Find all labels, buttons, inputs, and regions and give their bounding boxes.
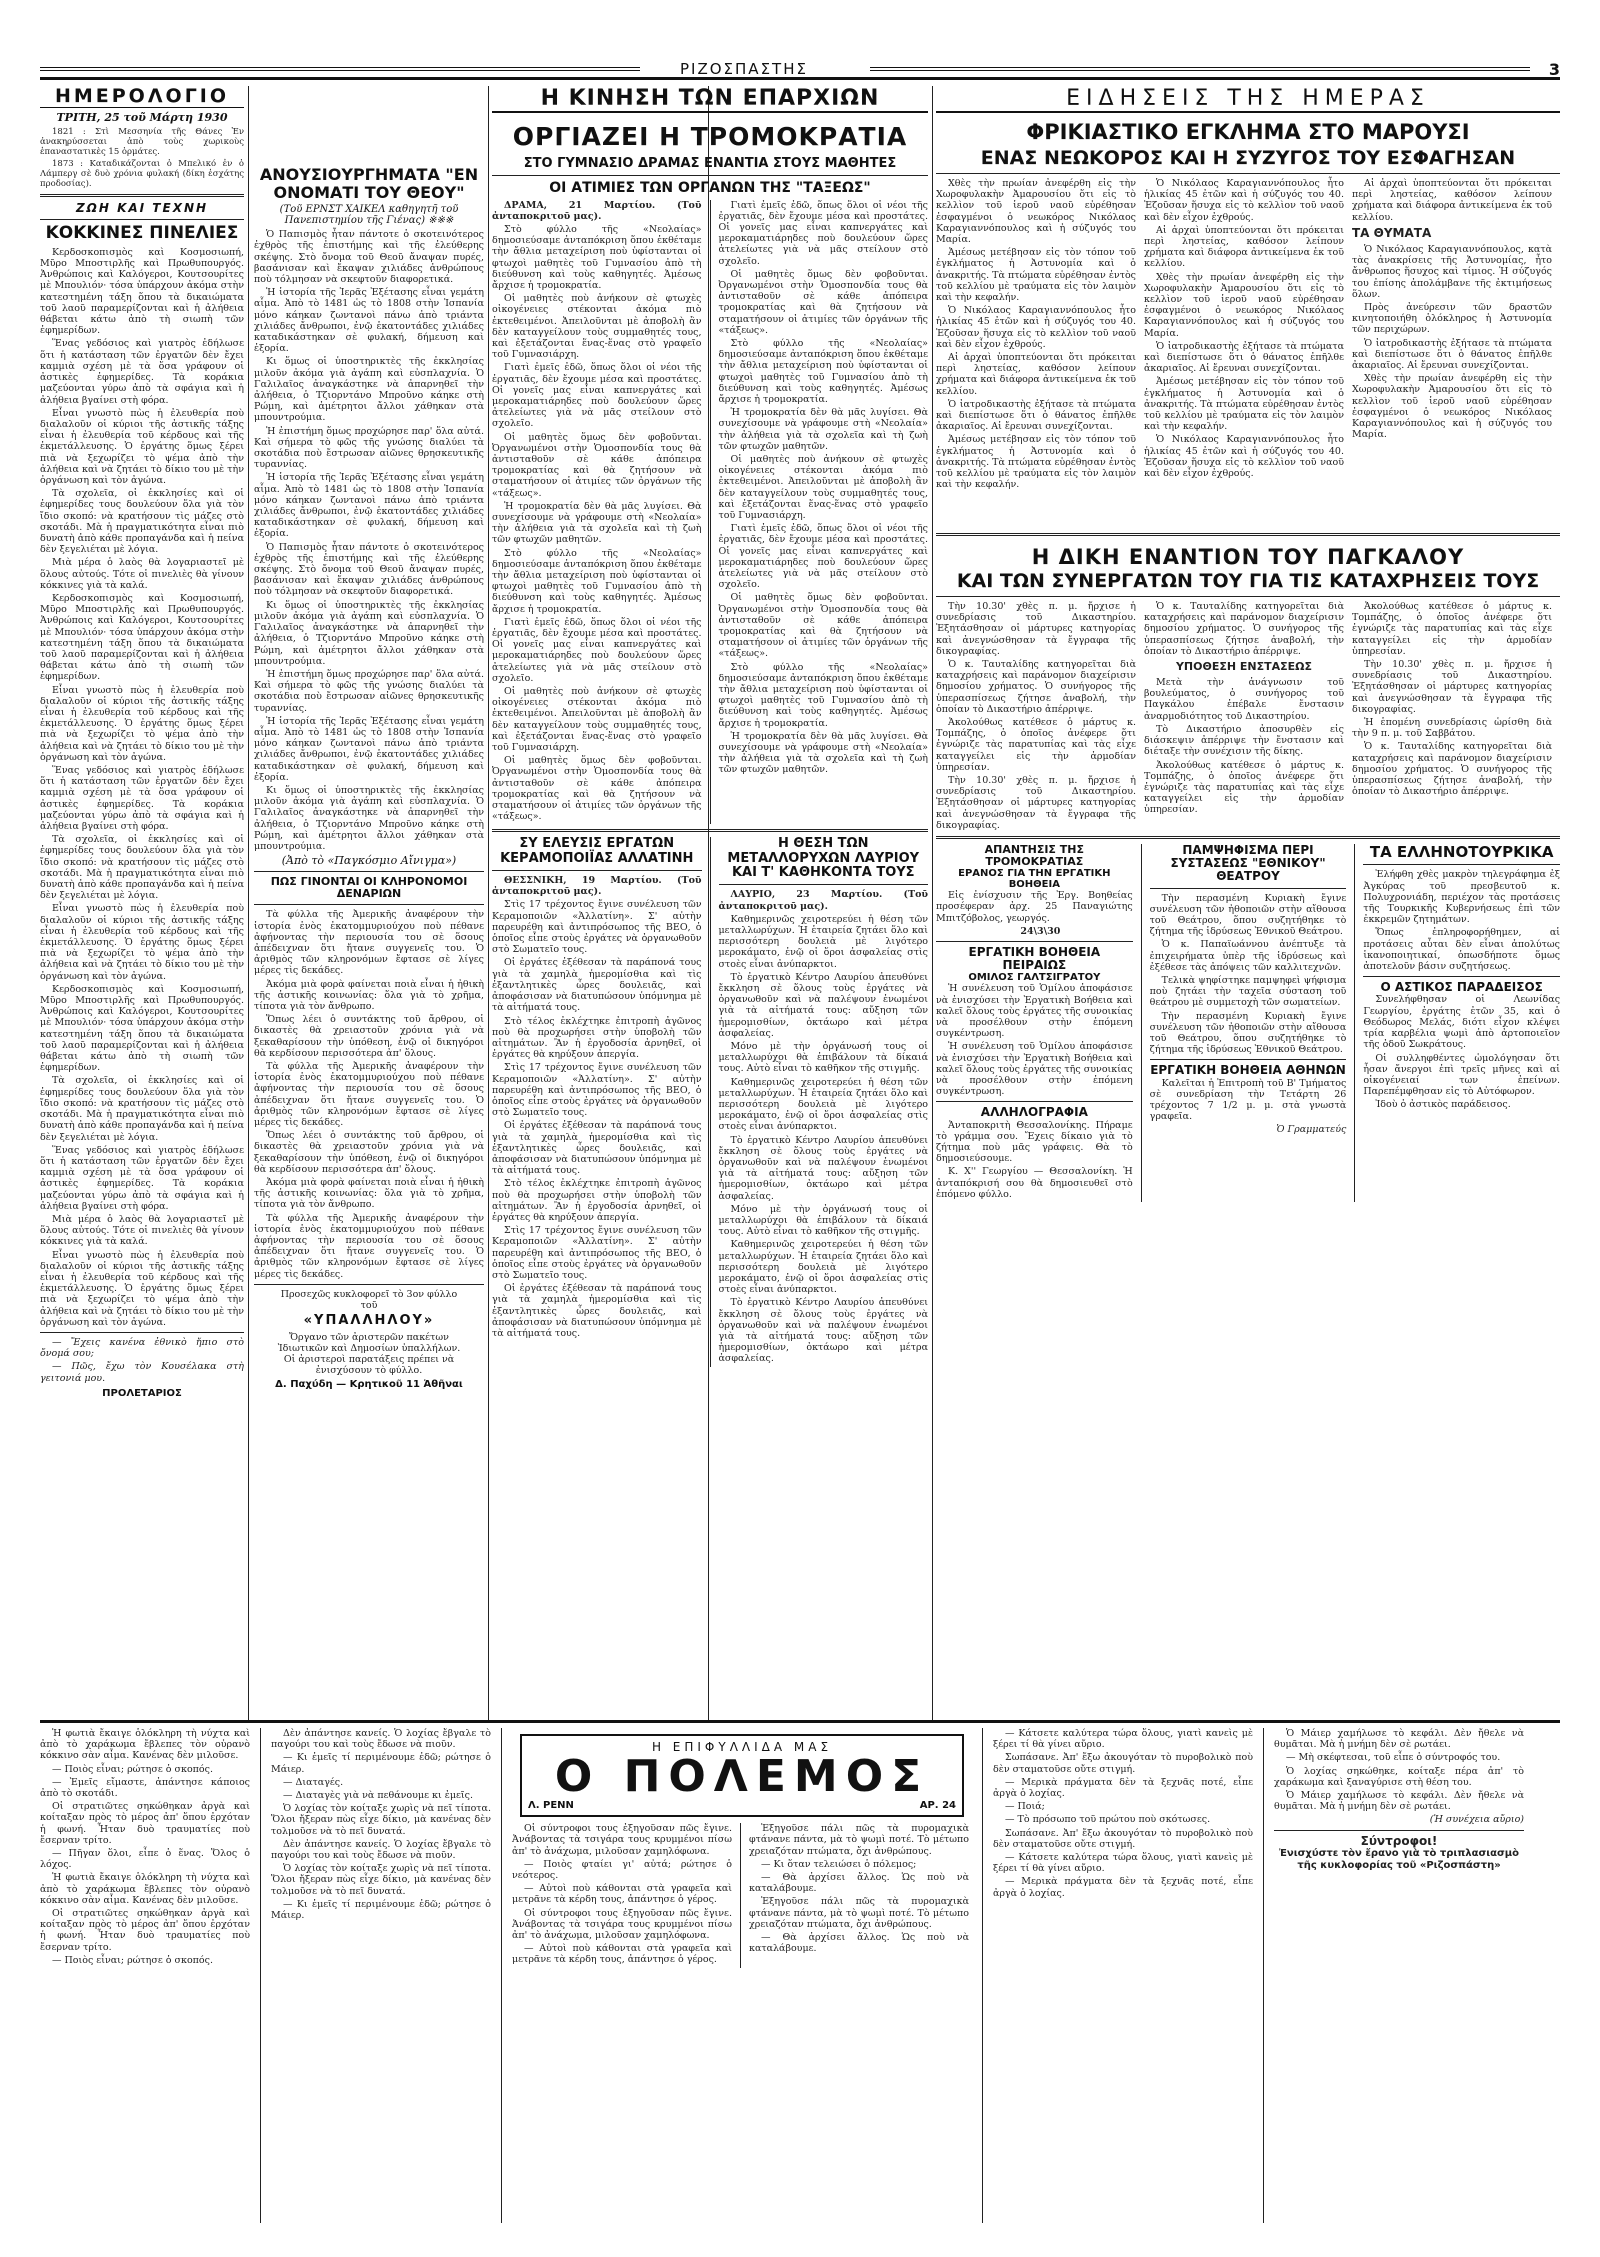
paragraph: Τὴν 10.30' χθὲς π. μ. ἤρχισε ἡ συνεδρίασις τοῦ Δικαστηρίου. Ἐξητάσθησαν οἱ μάρτυρες κατηγορίας καὶ ἀνεγνώσθησαν τὰ ἔγγραφα τῆς δικογραφίας. bbox=[936, 600, 1136, 657]
article-body bbox=[492, 875, 702, 1339]
article-body bbox=[254, 909, 484, 1280]
paragraph: Εἶναι γνωστὸ πὼς ἡ ἐλευθερία ποὺ διαλαλοῦν οἱ κύριοι τῆς ἀστικῆς τάξης εἶναι ἡ ἐλευθερία τοῦ κέρδους καὶ τῆς ἐκμετάλλευσης. Ὁ ἐργάτης ὅμως ξέρει πιὰ νὰ ξεχωρίζει τὸ ψέμα ἀπὸ τὴν ἀλήθεια καὶ νὰ ζητάει τὸ δίκιο του μὲ τὴν ὀργάνωση καὶ τὸν ἀγώνα. bbox=[40, 1249, 244, 1328]
paragraph: — Διαταγὲς γιὰ νὰ πεθάνουμε κι ἐμεῖς. bbox=[283, 1790, 473, 1802]
masthead-rule bbox=[40, 67, 640, 71]
article-headline: ΦΡΙΚΙΑΣΤΙΚΟ ΕΓΚΛΗΜΑ ΣΤΟ ΜΑΡΟΥΣΙ bbox=[1026, 120, 1470, 144]
paragraph: — Κάτσετε καλύτερα τώρα ὅλους, γιατὶ κανεὶς μὲ ξέρει τί θὰ γίνει αὔριο. bbox=[993, 1852, 1253, 1875]
paragraph: Οἱ συλληφθέντες ὡμολόγησαν ὅτι ἦσαν ἄνεργοι ἐπὶ τρεῖς μῆνες καὶ αἱ οἰκογένειαί των ἐπείνων. Παρεπέμφθησαν εἰς τὸ Αὐτόφωρον. bbox=[1363, 1052, 1560, 1098]
paragraph: Οἱ μαθητὲς ὅμως δὲν φοβοῦνται. Ὀργανωμένοι στὴν Ὁμοσπονδία τους θὰ ἀντισταθοῦν σὲ κάθε ἀπόπειρα τρομοκρατίας καὶ θὰ ζητήσουν νὰ σταματήσουν οἱ ἀτιμίες τῶν ὀργάνων τῆς «τάξεως». bbox=[492, 755, 702, 823]
divider bbox=[492, 829, 928, 832]
paragraph: Στὶς 17 τρέχοντος ἔγινε συνέλευση τῶν Κεραμοποιῶν «Ἀλλατίνη». Σ' αὐτὴν παρευρέθη καὶ ἀντιπρόσωπος τῆς ΒΕΟ, ὁ ὁποῖος εἶπε στοὺς ἐργάτες νὰ ὀργανωθοῦν στὸ Σωματεῖο τους. bbox=[492, 1062, 702, 1119]
paragraph: Κι ὅμως οἱ ὑποστηρικτὲς τῆς ἐκκλησίας μιλοῦν ἀκόμα γιὰ ἀγάπη καὶ εὐσπλαχνία. Ὁ Γαλιλαῖος ἀναγκάστηκε νὰ ἀπαρνηθεῖ τὴν ἀλήθεια, ὁ Τζιορντάνο Μπροῦνο κάηκε στὴ Ρώμη, καὶ ἀμέτρητοι ἄλλοι χάθηκαν στὰ μπουντρούμια. bbox=[254, 599, 484, 667]
calendar-column bbox=[40, 86, 244, 1720]
article-headline: ΑΠΑΝΤΗΣΙΣ ΤΗΣ ΤΡΟΜΟΚΡΑΤΙΑΣ bbox=[984, 842, 1084, 869]
paragraph: Ἰδοὺ ὁ ἀστικὸς παράδεισος. bbox=[1375, 1099, 1511, 1111]
article-headline: ΚΟΚΚΙΝΕΣ ΠΙΝΕΛΙΕΣ bbox=[45, 223, 239, 244]
paragraph: Χθὲς τὴν πρωίαν ἀνεφέρθη εἰς τὴν Χωροφυλακὴν Ἀμαρουσίου ὅτι εἰς τὸ κελλὶον τοῦ ἱεροῦ ναοῦ εὑρέθησαν ἐσφαγμένοι ὁ νεωκόρος Νικόλαος Καραγιαννόπουλος καὶ ἡ σύζυγός του Μαρία. bbox=[1144, 271, 1344, 339]
paragraph: Τὸ Δικαστήριο ἀποσυρθὲν εἰς διάσκεψιν ἀπέρριψε τὴν ἔνστασιν καὶ διέταξε τὴν συνέχισιν τῆς δίκης. bbox=[1144, 723, 1344, 758]
paragraph: Τὰ φύλλα τῆς Ἀμερικῆς ἀναφέρουν τὴν ἱστορία ἑνὸς ἐκατομμυριούχου ποὺ πέθανε ἀφήνοντας τὴν περιουσία του σὲ ὅσους ἀπέδειχναν ὅτι ἤτανε συγγενεῖς του. Ὁ ἀριθμὸς τῶν κληρονόμων ἔφτασε σὲ λίγες μέρες τὶς δεκάδες. bbox=[254, 909, 484, 977]
article-headline: ΕΡΓΑΤΙΚΗ ΒΟΗΘΕΙΑ ΑΘΗΝΩΝ bbox=[1150, 1063, 1346, 1078]
paragraph: Οἱ μαθητὲς ποὺ ἀνήκουν σὲ φτωχὲς οἰκογένειες στέκονται ἀκόμα πιὸ ἐκτεθειμένοι. Ἀπειλοῦνται μὲ ἀποβολὴ ἂν δὲν καταγγείλουν τοὺς συμμαθητές τους, καὶ ἐξετάζονται ἕνας-ἕνας στὸ γραφεῖο τοῦ Γυμνασιάρχη. bbox=[492, 686, 702, 754]
feuilleton bbox=[40, 1728, 1560, 2223]
paragraph: Οἱ μαθητὲς ποὺ ἀνήκουν σὲ φτωχὲς οἰκογένειες στέκονται ἀκόμα πιὸ ἐκτεθειμένοι. Ἀπειλοῦνται μὲ ἀποβολὴ ἂν δὲν καταγγείλουν τοὺς συμμαθητές τους, καὶ ἐξετάζονται ἕνας-ἕνας στὸ γραφεῖο τοῦ Γυμνασιάρχη. bbox=[718, 453, 928, 521]
article-body bbox=[492, 200, 702, 825]
divider bbox=[936, 533, 1560, 536]
divider bbox=[254, 904, 484, 905]
paragraph: — Κι ὅταν τελειώσει ὁ πόλεμος; bbox=[761, 1858, 917, 1870]
article-body bbox=[1144, 601, 1344, 831]
paragraph: Μιὰ μέρα ὁ λαὸς θὰ λογαριαστεῖ μὲ ὅλους αὐτούς. Τότε οἱ πινελιὲς θὰ γίνουν κόκκινες γιὰ τὰ καλά. bbox=[40, 1213, 244, 1248]
paragraph: Τὴν 10.30' χθὲς π. μ. ἤρχισε ἡ συνεδρίασις τοῦ Δικαστηρίου. Ἐξητάσθησαν οἱ μάρτυρες κατηγορίας καὶ ἀνεγνώσθησαν τὰ ἔγγραφα τῆς δικογραφίας. bbox=[936, 775, 1136, 831]
paragraph: Οἱ στρατιῶτες σηκώθηκαν ἀργὰ καὶ κοίταξαν πρὸς τὸ μέρος ἀπ' ὅπου ἐρχόταν ἡ φωνή. Ἦταν δυὸ τραυματίες ποὺ ἔσερναν τρίτο. bbox=[40, 1908, 250, 1953]
article-headline: ΤΑ ΕΛΛΗΝΟΤΟΥΡΚΙΚΑ bbox=[1369, 842, 1554, 861]
paragraph: Ἀμέσως μετέβησαν εἰς τὸν τόπον τοῦ ἐγκλήματος ἡ Ἀστυνομία καὶ ὁ ἀνακριτής. Τὰ πτώματα εὑρέθησαν ἐντὸς τοῦ κελλίου μὲ τραύματα εἰς τὸν λαιμὸν καὶ τὴν κεφαλήν. bbox=[936, 434, 1136, 491]
paragraph: Ὁ Παπισμὸς ἦταν πάντοτε ὁ σκοτεινότερος ἐχθρὸς τῆς ἐπιστήμης καὶ τῆς ἐλεύθερης σκέψης. Στὸ ὄνομα τοῦ Θεοῦ ἄναψαν πυρές, βασάνισαν καὶ ἔκαψαν χιλιάδες ἀνθρώπους ποὺ τόλμησαν νὰ σκεφτοῦν διαφορετικά. bbox=[254, 229, 484, 285]
paragraph: Οἱ ἐργάτες ἐξέθεσαν τὰ παράπονά τους γιὰ τὰ χαμηλὰ ἡμερομίσθια καὶ τὶς ἐξαντλητικὲς ὧρες δουλειᾶς, καὶ ἀποφάσισαν νὰ διατυπώσουν ὑπόμνημα μὲ τὰ αἰτήματά τους. bbox=[492, 957, 702, 1014]
divider bbox=[936, 1101, 1133, 1102]
divider bbox=[936, 596, 1560, 597]
divider bbox=[254, 1284, 484, 1285]
article-headline: ΑΛΛΗΛΟΓΡΑΦΙΑ bbox=[980, 1105, 1088, 1120]
provinces-section bbox=[492, 86, 928, 1720]
paragraph: Ἡ τρομοκρατία δὲν θὰ μᾶς λυγίσει. Θὰ συνεχίσουμε νὰ γράφουμε στὴ «Νεολαία» τὴν ἀλήθεια γιὰ τὰ σχολεῖα καὶ τὴ ζωὴ τῶν φτωχῶν μαθητῶν. bbox=[718, 407, 928, 452]
article-body bbox=[1352, 178, 1552, 528]
paragraph: Τελικὰ ψηφίστηκε παμψηφεὶ ψήφισμα ποὺ ζητάει τὴν ταχεῖα σύσταση τοῦ θεάτρου μὲ συμμετοχὴ τῶν σωματείων. bbox=[1149, 974, 1347, 1009]
paragraph: Χθὲς τὴν πρωίαν ἀνεφέρθη εἰς τὴν Χωροφυλακὴν Ἀμαρουσίου ὅτι εἰς τὸ κελλὶον τοῦ ἱεροῦ ναοῦ εὑρέθησαν ἐσφαγμένοι ὁ νεωκόρος Νικόλαος Καραγιαννόπουλος καὶ ἡ σύζυγός του Μαρία. bbox=[936, 177, 1136, 245]
paragraph: — Αὐτοὶ ποὺ κάθονται στὰ γραφεῖα καὶ μετρᾶνε τὰ κέρδη τους, ἀπάντησε ὁ γέρος. bbox=[512, 1943, 732, 1966]
paragraph: Ἕνας γεδόσιος καὶ γιατρὸς ἐδήλωσε ὅτι ἡ κατάσταση τῶν ἐργατῶν δὲν ἔχει καμμιὰ σχέση μὲ τὰ ὅσα γράφουν οἱ ἀστικὲς ἐφημερίδες. Τὰ κοράκια μαζεύονται γύρω ἀπὸ τὰ σφάγια καὶ ἡ ἀλήθεια βγαίνει στὴ φόρα. bbox=[40, 1144, 244, 1212]
paragraph: — Ποιὸς φταίει γι' αὐτά; ρώτησε ὁ νεότερος. bbox=[512, 1858, 732, 1881]
feuilleton-column bbox=[749, 1823, 969, 1967]
paragraph: Αἱ ἀρχαὶ ὑποπτεύονται ὅτι πρόκειται περὶ ληστείας, καθόσον λείπουν χρήματα καὶ διάφορα ἀντικείμενα ἐκ τοῦ κελλίου. bbox=[936, 352, 1136, 397]
paragraph: Ἡ τρομοκρατία δὲν θὰ μᾶς λυγίσει. Θὰ συνεχίσουμε νὰ γράφουμε στὴ «Νεολαία» τὴν ἀλήθεια γιὰ τὰ σχολεῖα καὶ τὴ ζωὴ τῶν φτωχῶν μαθητῶν. bbox=[718, 730, 928, 776]
paragraph: — Θὰ ἀρχίσει ἄλλος. Ὡς ποὺ νὰ καταλάβουμε. bbox=[749, 1932, 969, 1955]
column-rule bbox=[501, 1728, 502, 2223]
continuation-note: (Ἡ συνέχεια αὔριο) bbox=[1429, 1814, 1524, 1826]
paragraph: Δὲν ἀπάντησε κανείς. Ὁ λοχίας ἔβγαλε τὸ παγούρι του καὶ τοὺς ἔδωσε νὰ πιοῦν. bbox=[271, 1838, 491, 1862]
paragraph: Χθὲς τὴν πρωίαν ἀνεφέρθη εἰς τὴν Χωροφυλακὴν Ἀμαρουσίου ὅτι εἰς τὸ κελλὶον τοῦ ἱεροῦ ναοῦ εὑρέθησαν ἐσφαγμένοι ὁ νεωκόρος Νικόλαος Καραγιαννόπουλος καὶ ἡ σύζυγός του Μαρία. bbox=[1352, 373, 1552, 441]
feuilleton-column bbox=[512, 1823, 732, 1967]
paragraph: Ἡ ἱστορία τῆς Ἱερᾶς Ἐξέτασης εἶναι γεμάτη αἷμα. Ἀπὸ τὸ 1481 ὡς τὸ 1808 στὴν Ἰσπανία μόνο κάηκαν ζωντανοὶ πάνω ἀπὸ τριάντα χιλιάδες ἄνθρωποι, ἐνῷ ἑκατοντάδες χιλιάδες καταδικάστηκαν σὲ φυλακή, δήμευση καὶ ἐξορία. bbox=[254, 715, 484, 783]
paragraph: Οἱ σύντροφοι τους ἐξηγοῦσαν πῶς ἔγινε. Ἀνάβοντας τὰ τσιγάρα τους κρυμμένοι πίσω ἀπ' τὸ ἀνάχωμα, μιλοῦσαν χαμηλόφωνα. bbox=[512, 1907, 732, 1942]
article-source: (Ἀπὸ τὸ «Παγκόσμιο Αἴνιγμα») bbox=[281, 854, 457, 868]
article-subhead: ΕΡΑΝΟΣ ΓΙΑ ΤΗΝ ΕΡΓΑΤΙΚΗ ΒΟΗΘΕΙΑ bbox=[958, 868, 1111, 891]
divider bbox=[936, 173, 1560, 174]
column-rule bbox=[488, 86, 489, 1720]
article-subhead: ΥΠΟΘΕΣΗ ΕΝΣΤΑΣΕΩΣ bbox=[1175, 659, 1313, 673]
article-columns bbox=[492, 200, 928, 825]
newspaper-page bbox=[40, 60, 1560, 2230]
paragraph: Καθημερινῶς χειροτερεύει ἡ θέση τῶν μεταλλωρύχων. Ἡ ἑταιρεία ζητάει ὅλο καὶ περισσότερη δουλειὰ μὲ λιγότερο μεροκάματο, ἐνῷ οἱ ὅροι ἀσφαλείας στὶς στοὲς εἶναι ἀνύπαρκτοι. bbox=[718, 913, 928, 970]
paragraph: — Ποιὸς εἶναι; ρώτησε ὁ σκοπός. bbox=[52, 1763, 213, 1775]
calendar-date: ΤΡΙΤΗ, 25 τοῦ Μάρτη 1930 bbox=[56, 110, 228, 124]
paragraph: — Ποιά; bbox=[1005, 1801, 1045, 1813]
paragraph: Ὁ Παπισμὸς ἦταν πάντοτε ὁ σκοτεινότερος ἐχθρὸς τῆς ἐπιστήμης καὶ τῆς ἐλεύθερης σκέψης. Στὸ ὄνομα τοῦ Θεοῦ ἄναψαν πυρές, βασάνισαν καὶ ἔκαψαν χιλιάδες ἀνθρώπους ποὺ τόλμησαν νὰ σκεφτοῦν διαφορετικά. bbox=[254, 541, 484, 598]
paragraph: Ἡ συνέλευση τοῦ Ὁμίλου ἀποφάσισε νὰ ἐνισχύσει τὴν Ἐργατικὴ Βοήθεια καὶ καλεῖ ὅλους τοὺς ἐργάτες τῆς συνοικίας νὰ προσέλθουν στὴν ἐπόμενη συγκέντρωση. bbox=[936, 983, 1133, 1040]
column-rule bbox=[710, 837, 711, 1366]
article-subhead: ΤΑ ΘΥΜΑΤΑ bbox=[1352, 225, 1432, 240]
paragraph: Ἡ ἐπιστήμη ὅμως προχώρησε παρ' ὅλα αὐτά. Καὶ σήμερα τὸ φῶς τῆς γνώσης διαλύει τὰ σκοτάδια ποὺ ἔστρωσαν αἰῶνες θρησκευτικῆς τυραννίας. bbox=[254, 425, 484, 471]
dateline: ΘΕΣΣΝΙΚΗ, 19 Μαρτίου. (Τοῦ ἀνταποκριτοῦ μας). bbox=[492, 875, 702, 898]
article-body bbox=[936, 890, 1133, 937]
paragraph: Ἕνας γεδόσιος καὶ γιατρὸς ἐδήλωσε ὅτι ἡ κατάσταση τῶν ἐργατῶν δὲν ἔχει καμμιὰ σχέση μὲ τὰ ὅσα γράφουν οἱ ἀστικὲς ἐφημερίδες. Τὰ κοράκια μαζεύονται γύρω ἀπὸ τὰ σφάγια καὶ ἡ ἀλήθεια βγαίνει στὴ φόρα. bbox=[40, 338, 244, 406]
article-byline: (Τοῦ ΕΡΝΣΤ ΧΑΙΚΕΛ καθηγητῆ τοῦ Πανεπιστημίου τῆς Γιένας) ※※※ bbox=[279, 204, 459, 227]
paragraph: Μετὰ τὴν ἀνάγνωσιν τοῦ βουλεύματος, ὁ συνήγορος τοῦ Παγκάλου ἐπέβαλε ἔνστασιν ἀναρμοδιότητος τοῦ Δικαστηρίου. bbox=[1144, 677, 1344, 722]
column-rule bbox=[260, 1728, 261, 2223]
paragraph: Οἱ μαθητὲς ὅμως δὲν φοβοῦνται. Ὀργανωμένοι στὴν Ὁμοσπονδία τους θὰ ἀντισταθοῦν σὲ κάθε ἀπόπειρα τρομοκρατίας καὶ θὰ ζητήσουν νὰ σταματήσουν οἱ ἀτιμίες τῶν ὀργάνων τῆς «τάξεως». bbox=[718, 592, 928, 660]
paragraph: Ἀκολούθως κατέθεσε ὁ μάρτυς κ. Τομπάζης, ὁ ὁποῖος ἀνέφερε ὅτι ἐγνώριζε τὰς παρατυπίας καὶ τὰς εἶχε καταγγείλει εἰς τὴν ἁρμοδίαν ὑπηρεσίαν. bbox=[936, 717, 1136, 773]
divider bbox=[719, 884, 929, 885]
paragraph: Ὅπως ἐπληροφορήθημεν, αἱ προτάσεις αὗται δὲν εἶναι ἀπολύτως ἱκανοποιητικαί, ὁπωσδήποτε ὅμως ἀποτελοῦν βάσιν συζητήσεως. bbox=[1363, 927, 1560, 973]
paragraph: Ἀκόμα μιὰ φορὰ φαίνεται ποιὰ εἶναι ἡ ἠθικὴ τῆς ἀστικῆς κοινωνίας: ὅλα γιὰ τὸ χρῆμα, τίποτα γιὰ τὸν ἄνθρωπο. bbox=[254, 978, 484, 1012]
paragraph: — Κι ἐμεῖς τί περιμένουμε ἐδῶ; ρώτησε ὁ Μάιερ. bbox=[271, 1752, 491, 1775]
divider bbox=[1363, 864, 1560, 865]
paragraph: Τὰ σχολεῖα, οἱ ἐκκλησίες καὶ οἱ ἐφημερίδες τους δουλεύουν ὅλα γιὰ τὸν ἴδιο σκοπό: νὰ κρατήσουν τὶς μάζες στὸ σκοτάδι. Μὰ ἡ πραγματικότητα εἶναι πιὸ δυνατὴ ἀπὸ κάθε προπαγάνδα καὶ ἡ πείνα δὲν ξεγελιέται μὲ λόγια. bbox=[40, 1075, 244, 1143]
paragraph: Οἱ σύντροφοι τους ἐξηγοῦσαν πῶς ἔγινε. Ἀνάβοντας τὰ τσιγάρα τους κρυμμένοι πίσω ἀπ' τὸ ἀνάχωμα, μιλοῦσαν χαμηλόφωνα. bbox=[512, 1823, 732, 1857]
joke bbox=[40, 1337, 244, 1384]
paragraph: Κερδοσκοπισμὸς καὶ Κοσμοσιωπή, Μῦρο Μποστιρλῆς καὶ Πρωθυπουργός. Ἀνθρώποις καὶ Καλόγεροι, Κουτσουρίτες μὲ Μπουλιόν· τόσα ὑπάρχουν ἀκόμα στὴν κατεστημένη τάξη ὅπου τὰ δικαιώματα τοῦ λαοῦ παραμερίζονται καὶ ἡ ἀλήθεια θάβεται κάτω ἀπὸ τὴ σιωπὴ τῶν ἐφημερίδων. bbox=[40, 983, 244, 1074]
column-rule bbox=[1141, 844, 1142, 1202]
dateline: ΔΡΑΜΑ, 21 Μαρτίου. (Τοῦ ἀνταποκριτοῦ μας). bbox=[492, 199, 702, 222]
paragraph: Τὴν περασμένη Κυριακὴ ἔγινε συνέλευση τῶν ἠθοποιῶν στὴν αἴθουσα τοῦ Θεάτρου, ὅπου συζητήθηκε τὸ ζήτημα τῆς ἱδρύσεως Ἐθνικοῦ Θεάτρου. bbox=[1149, 1010, 1347, 1056]
article-body bbox=[1150, 1078, 1347, 1136]
divider bbox=[1274, 1830, 1524, 1831]
article-headline: Η ΔΙΚΗ ΕΝΑΝΤΙΟΝ ΤΟΥ ΠΑΓΚΑΛΟΥ bbox=[1031, 544, 1465, 569]
article-body bbox=[936, 1120, 1133, 1200]
paragraph: — Ἐμεῖς εἴμαστε, ἀπάντησε κάποιος ἀπὸ τὸ σκοτάδι. bbox=[40, 1776, 250, 1800]
article-headline: ΑΝΟΥΣΙΟΥΡΓΗΜΑΤΑ "ΕΝ ΟΝΟΜΑΤΙ ΤΟΥ ΘΕΟΥ" bbox=[259, 165, 479, 202]
paragraph: Τὰ φύλλα τῆς Ἀμερικῆς ἀναφέρουν τὴν ἱστορία ἑνὸς ἐκατομμυριούχου ποὺ πέθανε ἀφήνοντας τὴν περιουσία του σὲ ὅσους ἀπέδειχναν ὅτι ἤτανε συγγενεῖς του. Ὁ ἀριθμὸς τῶν κληρονόμων ἔφτασε σὲ λίγες μέρες τὶς δεκάδες. bbox=[254, 1060, 484, 1128]
divider bbox=[936, 836, 1560, 839]
paragraph: Ἀκόμα μιὰ φορὰ φαίνεται ποιὰ εἶναι ἡ ἠθικὴ τῆς ἀστικῆς κοινωνίας: ὅλα γιὰ τὸ χρῆμα, τίποτα γιὰ τὸν ἄνθρωπο. bbox=[254, 1177, 484, 1211]
paragraph: Ὁ ἰατροδικαστὴς ἐξήτασε τὰ πτώματα καὶ διεπίστωσε ὅτι ὁ θάνατος ἐπῆλθε ἀκαριαῖος. Αἱ ἔρευναι συνεχίζονται. bbox=[1144, 340, 1344, 375]
article-headline: ΟΡΓΙΑΖΕΙ Η ΤΡΟΜΟΚΡΑΤΙΑ bbox=[512, 122, 908, 151]
paragraph: Ἀμέσως μετέβησαν εἰς τὸν τόπον τοῦ ἐγκλήματος ἡ Ἀστυνομία καὶ ὁ ἀνακριτής. Τὰ πτώματα εὑρέθησαν ἐντὸς τοῦ κελλίου μὲ τραύματα εἰς τὸν λαιμὸν καὶ τὴν κεφαλήν. bbox=[1144, 376, 1344, 433]
feuilleton-column bbox=[993, 1728, 1253, 2223]
article-headline: ΣΥ ΕΛΕΥΣΙΣ ΕΡΓΑΤΩΝ ΚΕΡΑΜΟΠΟΙΪΑΣ ΑΛΛΑΤΙΝΗ bbox=[500, 836, 694, 866]
greekturkish-article bbox=[1363, 844, 1560, 1202]
feuilleton-center bbox=[512, 1728, 972, 2223]
article-body bbox=[936, 178, 1136, 528]
notice-address: Δ. Παχύδη — Κρητικοῦ 11 Ἀθῆναι bbox=[275, 1379, 463, 1391]
paragraph: Αἱ ἀρχαὶ ὑποπτεύονται ὅτι πρόκειται περὶ ληστείας, καθόσον λείπουν χρήματα καὶ διάφορα ἀντικείμενα ἐκ τοῦ κελλίου. bbox=[1144, 224, 1344, 270]
paragraph: Στὸ τέλος ἐκλέχτηκε ἐπιτροπὴ ἀγῶνος ποὺ θὰ προχωρήσει στὴν ὑποβολὴ τῶν αἰτημάτων. Ἂν ἡ ἐργοδοσία ἀρνηθεῖ, οἱ ἐργάτες θὰ κηρύξουν ἀπεργία. bbox=[492, 1178, 702, 1223]
paragraph: Ὁ κ. Ταυταλίδης κατηγορεῖται διὰ καταχρήσεις καὶ παράνομον διαχείρισιν δημοσίου χρήματος. Ὁ συνήγορος τῆς ὑπερασπίσεως ζήτησε ἀναβολή, τὴν ὁποίαν τὸ Δικαστήριο ἀπέρριψε. bbox=[1352, 741, 1552, 798]
paragraph: Ὅπως λέει ὁ συντάκτης τοῦ ἄρθρου, οἱ δικαστὲς θὰ χρειαστοῦν χρόνια γιὰ νὰ ξεκαθαρίσουν τὴν ὑπόθεση, ἐνῷ οἱ δικηγόροι θὰ κερδίσουν περισσότερα ἀπ' ὅλους. bbox=[254, 1130, 484, 1175]
entry-number: 24\3\30 bbox=[1020, 925, 1061, 937]
paragraph: Μόνο μὲ τὴν ὀργάνωσή τους οἱ μεταλλωρύχοι θὰ ἐπιβάλουν τὰ δίκαιά τους. Αὐτὸ εἶναι τὸ καθῆκον τῆς στιγμῆς. bbox=[718, 1041, 928, 1075]
divider bbox=[492, 870, 702, 871]
feuilleton-column bbox=[40, 1728, 250, 2223]
notice-body: Ὄργανο τῶν ἀριστερῶν πακέτων Ἰδιωτικῶν καὶ Δημοσίων ὑπαλλήλων. Οἱ ἀριστεροὶ παρατάξεις πρέπει νὰ ἐνισχύσουν τὸ φύλλο. bbox=[277, 1331, 461, 1377]
miners-article bbox=[719, 837, 929, 1366]
paragraph: Οἱ στρατιῶτες σηκώθηκαν ἀργὰ καὶ κοίταξαν πρὸς τὸ μέρος ἀπ' ὅπου ἐρχόταν ἡ φωνή. Ἦταν δυὸ τραυματίες ποὺ ἔσερναν τρίτο. bbox=[40, 1801, 250, 1846]
masthead-rule bbox=[870, 67, 1530, 71]
article-body bbox=[936, 601, 1136, 831]
feuilleton-number: ΑΡ. 24 bbox=[919, 1800, 956, 1812]
ceramics-article bbox=[492, 837, 702, 1366]
feuilleton-author: Λ. ΡΕΝΝ bbox=[528, 1800, 574, 1812]
paragraph: Ἡ φωτιὰ ἔκαιγε ὁλόκληρη τὴ νύχτα καὶ ἀπὸ τὸ χαράκωμα ἔβλεπες τὸν οὐρανὸ κόκκινο σὰν αἷμα. Κανένας δὲν μιλοῦσε. bbox=[40, 1872, 250, 1906]
calendar-entries bbox=[40, 127, 244, 189]
paragraph: Πρὸς ἀνεύρεσιν τῶν δραστῶν κινητοποιήθη ὁλόκληρος ἡ Ἀστυνομία τῶν περιχώρων. bbox=[1352, 302, 1552, 336]
news-section bbox=[936, 86, 1560, 1720]
paragraph: Στὶς 17 τρέχοντος ἔγινε συνέλευση τῶν Κεραμοποιῶν «Ἀλλατίνη». Σ' αὐτὴν παρευρέθη καὶ ἀντιπρόσωπος τῆς ΒΕΟ, ὁ ὁποῖος εἶπε στοὺς ἐργάτες νὰ ὀργανωθοῦν στὸ Σωματεῖο τους. bbox=[492, 1225, 702, 1281]
article-subhead: ΟΜΙΛΟΣ ΓΑΛΤΣΙΓΡΑΤΟΥ bbox=[968, 972, 1101, 984]
article-subhead: ΣΤΟ ΓΥΜΝΑΣΙΟ ΔΡΑΜΑΣ ΕΝΑΝΤΙΑ ΣΤΟΥΣ ΜΑΘΗΤΕΣ bbox=[523, 155, 897, 171]
paragraph: Τὸ ἐργατικὸ Κέντρο Λαυρίου ἀπευθύνει ἔκκληση σὲ ὅλους τοὺς ἐργάτες νὰ ὀργανωθοῦν καὶ νὰ παλέψουν ἑνωμένοι γιὰ τὰ αἰτήματά τους: αὔξηση τῶν ἡμερομισθίων, ὀκτάωρο καὶ μέτρα ἀσφαλείας. bbox=[718, 971, 928, 1039]
article-body bbox=[1352, 601, 1552, 831]
column-rule bbox=[710, 200, 711, 825]
paragraph: Τὴν 10.30' χθὲς π. μ. ἤρχισε ἡ συνεδρίασις τοῦ Δικαστηρίου. Ἐξητάσθησαν οἱ μάρτυρες κατηγορίας καὶ ἀνεγνώσθησαν τὰ ἔγγραφα τῆς δικογραφίας. bbox=[1352, 658, 1552, 715]
calendar-entry: 1821 : Στὶ Μεσσηνία τῆς Θάνες Ἐν ἀνακηρύσσεται ἀπὸ τοὺς χωρικοὺς ἐπαναστατικὲς 15 ὁρμάτες. bbox=[40, 126, 244, 157]
article-headline: Ο ΑΣΤΙΚΟΣ ΠΑΡΑΔΕΙΣΟΣ bbox=[1380, 980, 1543, 995]
article-body bbox=[719, 200, 929, 825]
column-rule bbox=[740, 1823, 741, 1967]
divider bbox=[936, 941, 1133, 942]
paragraph: Ὁ Μάιερ χαμήλωσε τὸ κεφάλι. Δὲν ἤθελε νὰ θυμᾶται. Μὰ ἡ μνήμη δὲν σὲ ρωτάει. bbox=[1274, 1790, 1524, 1813]
newspaper-name: ΡΙΖΟΣΠΑΣΤΗΣ bbox=[680, 60, 808, 78]
paragraph: Τὰ φύλλα τῆς Ἀμερικῆς ἀναφέρουν τὴν ἱστορία ἑνὸς ἐκατομμυριούχου ποὺ πέθανε ἀφήνοντας τὴν περιουσία του σὲ ὅσους ἀπέδειχναν ὅτι ἤτανε συγγενεῖς του. Ὁ ἀριθμὸς τῶν κληρονόμων ἔφτασε σὲ λίγες μέρες τὶς δεκάδες. bbox=[254, 1212, 484, 1280]
column-rule bbox=[1263, 1728, 1264, 2223]
signature: ΠΡΟΛΕΤΑΡΙΟΣ bbox=[102, 1387, 182, 1399]
paragraph: Γιατὶ ἐμεῖς ἐδῶ, ὅπως ὅλοι οἱ νέοι τῆς ἐργατιᾶς, δὲν ἔχουμε μέσα καὶ προστάτες. Οἱ γονεῖς μας εἶναι καπνεργάτες καὶ μεροκαματιάρηδες ποὺ δουλεύουν ὥρες ἀτελείωτες γιὰ νὰ μᾶς στείλουν στὸ σχολεῖο. bbox=[492, 362, 702, 430]
paragraph: Τὴν περασμένη Κυριακὴ ἔγινε συνέλευση τῶν ἠθοποιῶν στὴν αἴθουσα τοῦ Θεάτρου, ὅπου συζητήθηκε τὸ ζήτημα τῆς ἱδρύσεως Ἐθνικοῦ Θεάτρου. bbox=[1149, 892, 1347, 938]
paragraph: Μόνο μὲ τὴν ὀργάνωσή τους οἱ μεταλλωρύχοι θὰ ἐπιβάλουν τὰ δίκαιά τους. Αὐτὸ εἶναι τὸ καθῆκον τῆς στιγμῆς. bbox=[718, 1203, 928, 1238]
feuilleton-column bbox=[271, 1728, 491, 2223]
divider bbox=[1363, 976, 1560, 977]
paragraph: Ἕνας γεδόσιος καὶ γιατρὸς ἐδήλωσε ὅτι ἡ κατάσταση τῶν ἐργατῶν δὲν ἔχει καμμιὰ σχέση μὲ τὰ ὅσα γράφουν οἱ ἀστικὲς ἐφημερίδες. Τὰ κοράκια μαζεύονται γύρω ἀπὸ τὰ σφάγια καὶ ἡ ἀλήθεια βγαίνει στὴ φόρα. bbox=[40, 765, 244, 833]
feuilleton-title: Ο ΠΟΛΕΜΟΣ bbox=[554, 1751, 930, 1802]
paragraph: — Κι ἐμεῖς τί περιμένουμε ἐδῶ; ρώτησε ὁ Μάιερ. bbox=[271, 1898, 491, 1922]
signature: Ὁ Γραμματεύς bbox=[1276, 1124, 1347, 1136]
paragraph: Ἀκολούθως κατέθεσε ὁ μάρτυς κ. Τομπάζης, ὁ ὁποῖος ἀνέφερε ὅτι ἐγνώριζε τὰς παρατυπίας καὶ τὰς εἶχε καταγγείλει εἰς τὴν ἁρμοδίαν ὑπηρεσίαν. bbox=[1144, 759, 1344, 816]
dateline: ΛΑΥΡΙΟ, 23 Μαρτίου. (Τοῦ ἀνταποκριτοῦ μας). bbox=[718, 889, 928, 912]
paragraph: Στὸ φύλλο τῆς «Νεολαίας» δημοσιεύσαμε ἀνταπόκριση ὅπου ἐκθέταμε τὴν ἄθλια μεταχείριση ποὺ ὑφίστανται οἱ φτωχοὶ μαθητὲς τοῦ Γυμνασίου ἀπὸ τὴ διεύθυνση καὶ τοὺς καθηγητές. Ἀμέσως ἄρχισε ἡ τρομοκρατία. bbox=[718, 337, 928, 405]
paragraph: Γιατὶ ἐμεῖς ἐδῶ, ὅπως ὅλοι οἱ νέοι τῆς ἐργατιᾶς, δὲν ἔχουμε μέσα καὶ προστάτες. Οἱ γονεῖς μας εἶναι καπνεργάτες καὶ μεροκαματιάρηδες ποὺ δουλεύουν ὥρες ἀτελείωτες γιὰ νὰ μᾶς στείλουν στὸ σχολεῖο. bbox=[492, 616, 702, 684]
paragraph: Ὁ Νικόλαος Καραγιαννόπουλος ἦτο ἡλικίας 45 ἐτῶν καὶ ἡ σύζυγός του 40. Ἐζοῦσαν ἥσυχα εἰς τὸ κελλὶον τοῦ ναοῦ καὶ δὲν εἶχον ἐχθρούς. bbox=[1144, 177, 1344, 223]
paragraph: Καλεῖται ἡ Ἐπιτροπὴ τοῦ Β' Τμήματος σὲ συνεδρίαση τὴν Τετάρτη 26 τρέχοντος 7 1/2 μ. μ. στὰ γνωστὰ γραφεῖα. bbox=[1149, 1077, 1347, 1123]
article-body bbox=[1363, 994, 1560, 1110]
paragraph: Ἡ ἱστορία τῆς Ἱερᾶς Ἐξέτασης εἶναι γεμάτη αἷμα. Ἀπὸ τὸ 1481 ὡς τὸ 1808 στὴν Ἰσπανία μόνο κάηκαν ζωντανοὶ πάνω ἀπὸ τριάντα χιλιάδες ἄνθρωποι, ἐνῷ ἑκατοντάδες χιλιάδες καταδικάστηκαν σὲ φυλακή, δήμευση καὶ ἐξορία. bbox=[254, 287, 484, 355]
paragraph: Ὁ κ. Παπαϊωάννου ἀνέπτυξε τὰ ἐπιχειρήματα ὑπὲρ τῆς ἱδρύσεως καὶ ἐξέθεσε τὰς ἀπόψεις τῶν καλλιτεχνῶν. bbox=[1149, 939, 1347, 973]
section-banner: ΕΙΔΗΣΕΙΣ ΤΗΣ ΗΜΕΡΑΣ bbox=[936, 86, 1560, 113]
column-rule bbox=[1354, 844, 1355, 1202]
paragraph: Οἱ μαθητὲς ποὺ ἀνήκουν σὲ φτωχὲς οἰκογένειες στέκονται ἀκόμα πιὸ ἐκτεθειμένοι. Ἀπειλοῦνται μὲ ἀποβολὴ ἂν δὲν καταγγείλουν τοὺς συμμαθητές τους, καὶ ἐξετάζονται ἕνας-ἕνας στὸ γραφεῖο τοῦ Γυμνασιάρχη. bbox=[492, 293, 702, 361]
joke-line: — Πῶς, ἔχω τὸν Κουσέλακα στὴ γειτονιά μου. bbox=[40, 1361, 244, 1384]
paragraph: Οἱ μαθητὲς ὅμως δὲν φοβοῦνται. Ὀργανωμένοι στὴν Ὁμοσπονδία τους θὰ ἀντισταθοῦν σὲ κάθε ἀπόπειρα τρομοκρατίας καὶ θὰ ζητήσουν νὰ σταματήσουν οἱ ἀτιμίες τῶν ὀργάνων τῆς «τάξεως». bbox=[718, 268, 928, 336]
section-title: ΖΩΗ ΚΑΙ ΤΕΧΝΗ bbox=[75, 200, 209, 215]
divider bbox=[40, 194, 244, 197]
column-rule bbox=[932, 86, 933, 1720]
divider bbox=[1150, 888, 1347, 889]
article-body bbox=[40, 247, 244, 1328]
joke-line: — Ἔχεις κανένα ἐθνικὸ ἤπιο στὸ ὄνομά σου; bbox=[40, 1336, 244, 1360]
article-headline: ΕΝΑΣ ΝΕΩΚΟΡΟΣ ΚΑΙ Η ΣΥΖΥΓΟΣ ΤΟΥ ΕΣΦΑΓΗΣΑΝ bbox=[980, 147, 1516, 170]
paragraph: — Μὴ σκέφτεσαι, τοῦ εἶπε ὁ σύντροφός του. bbox=[1286, 1752, 1501, 1764]
paragraph: Ὁ ἰατροδικαστὴς ἐξήτασε τὰ πτώματα καὶ διεπίστωσε ὅτι ὁ θάνατος ἐπῆλθε ἀκαριαῖος. Αἱ ἔρευναι συνεχίζονται. bbox=[1352, 337, 1552, 372]
paragraph: — Πῆγαν ὅλοι, εἶπε ὁ ἕνας. Ὅλος ὁ λόχος. bbox=[40, 1848, 250, 1871]
paragraph: Σωπάσανε. Ἀπ' ἔξω ἀκουγόταν τὸ πυροβολικὸ ποὺ δὲν σταματοῦσε οὔτε στιγμή. bbox=[993, 1827, 1253, 1850]
article-body bbox=[1363, 869, 1560, 972]
crime-article bbox=[936, 178, 1560, 528]
paragraph: — Διαταγές. bbox=[283, 1776, 344, 1788]
paragraph: Εἶναι γνωστὸ πὼς ἡ ἐλευθερία ποὺ διαλαλοῦν οἱ κύριοι τῆς ἀστικῆς τάξης εἶναι ἡ ἐλευθερία τοῦ κέρδους καὶ τῆς ἐκμετάλλευσης. Ὁ ἐργάτης ὅμως ξέρει πιὰ νὰ ξεχωρίζει τὸ ψέμα ἀπὸ τὴν ἀλήθεια καὶ νὰ ζητάει τὸ δίκιο του μὲ τὴν ὀργάνωση καὶ τὸν ἀγώνα. bbox=[40, 903, 244, 982]
section-banner: Η ΚΙΝΗΣΗ ΤΩΝ ΕΠΑΡΧΙΩΝ bbox=[492, 86, 928, 113]
paragraph: — Μερικὰ πράγματα δὲν τὰ ξεχνᾶς ποτέ, εἶπε ἀργὰ ὁ λοχίας. bbox=[993, 1776, 1253, 1800]
article-body bbox=[1144, 178, 1344, 528]
paragraph: — Ποιὸς εἶναι; ρώτησε ὁ σκοπός. bbox=[52, 1954, 213, 1966]
paragraph: Κ. Χ'' Γεωργίου — Θεσσαλονίκη. Ἡ ἀνταπόκρισή σου θὰ δημοσιευθεῖ στὸ ἑπόμενο φύλλο. bbox=[936, 1166, 1133, 1200]
masthead bbox=[40, 60, 1560, 80]
paragraph: Ἀκολούθως κατέθεσε ὁ μάρτυς κ. Τομπάζης, ὁ ὁποῖος ἀνέφερε ὅτι ἐγνώριζε τὰς παρατυπίας καὶ τὰς εἶχε καταγγείλει εἰς τὴν ἁρμοδίαν ὑπηρεσίαν. bbox=[1352, 600, 1552, 657]
paragraph: Ἀμέσως μετέβησαν εἰς τὸν τόπον τοῦ ἐγκλήματος ἡ Ἀστυνομία καὶ ὁ ἀνακριτής. Τὰ πτώματα εὑρέθησαν ἐντὸς τοῦ κελλίου μὲ τραύματα εἰς τὸν λαιμὸν καὶ τὴν κεφαλήν. bbox=[936, 247, 1136, 304]
feuilleton-label: Η ΕΠΙΦΥΛΛΙΔΑ ΜΑΣ bbox=[651, 1740, 833, 1754]
article-headline: ΠΑΜΨΗΦΙΣΜΑ ΠΕΡΙ ΣΥΣΤΑΣΕΩΣ "ΕΘΝΙΚΟΥ" ΘΕΑΤΡΟΥ bbox=[1170, 842, 1326, 884]
divider bbox=[492, 175, 928, 176]
paragraph: Ὁ λοχίας τὸν κοίταξε χωρὶς νὰ πεῖ τίποτα. Ὅλοι ἤξεραν πὼς εἶχε δίκιο, μὰ κανένας δὲν τολμοῦσε νὰ τὸ πεῖ δυνατά. bbox=[271, 1803, 491, 1837]
article-body bbox=[936, 983, 1133, 1097]
paragraph: Ἐλήφθη χθὲς μακρὸν τηλεγράφημα ἐξ Ἀγκύρας τοῦ πρεσβευτοῦ κ. Πολυχρονιάδη, περιέχον τὰς προτάσεις τῆς Τουρκικῆς Κυβερνήσεως ἐπὶ τῶν ἐκκρεμῶν ζητημάτων. bbox=[1363, 869, 1560, 926]
paragraph: Αἱ ἀρχαὶ ὑποπτεύονται ὅτι πρόκειται περὶ ληστείας, καθόσον λείπουν χρήματα καὶ διάφορα ἀντικείμενα ἐκ τοῦ κελλίου. bbox=[1352, 177, 1552, 223]
paragraph: Εἶναι γνωστὸ πὼς ἡ ἐλευθερία ποὺ διαλαλοῦν οἱ κύριοι τῆς ἀστικῆς τάξης εἶναι ἡ ἐλευθερία τοῦ κέρδους καὶ τῆς ἐκμετάλλευσης. Ὁ ἐργάτης ὅμως ξέρει πιὰ νὰ ξεχωρίζει τὸ ψέμα ἀπὸ τὴν ἀλήθεια καὶ νὰ ζητάει τὸ δίκιο του μὲ τὴν ὀργάνωση καὶ τὸν ἀγώνα. bbox=[40, 407, 244, 486]
paragraph: Ὁ ἰατροδικαστὴς ἐξήτασε τὰ πτώματα καὶ διεπίστωσε ὅτι ὁ θάνατος ἐπῆλθε ἀκαριαῖος. Αἱ ἔρευναι συνεχίζονται. bbox=[936, 398, 1136, 433]
paragraph: Οἱ ἐργάτες ἐξέθεσαν τὰ παράπονά τους γιὰ τὰ χαμηλὰ ἡμερομίσθια καὶ τὶς ἐξαντλητικὲς ὧρες δουλειᾶς, καὶ ἀποφάσισαν νὰ διατυπώσουν ὑπόμνημα μὲ τὰ αἰτήματά τους. bbox=[492, 1283, 702, 1339]
paragraph: Ὁ Νικόλαος Καραγιαννόπουλος, κατὰ τὰς ἀνακρίσεις τῆς Ἀστυνομίας, ἦτο ἄνθρωπος ἥσυχος καὶ τίμιος. Ἡ σύζυγός του ἐπίσης ἀπολάμβανε τῆς ἐκτιμήσεως ὅλων. bbox=[1352, 243, 1552, 300]
feuilleton-center-columns bbox=[512, 1823, 972, 1967]
paragraph: Δὲν ἀπάντησε κανείς. Ὁ λοχίας ἔβγαλε τὸ παγούρι του καὶ τοὺς ἔδωσε νὰ πιοῦν. bbox=[271, 1728, 491, 1751]
paragraph: Γιατὶ ἐμεῖς ἐδῶ, ὅπως ὅλοι οἱ νέοι τῆς ἐργατιᾶς, δὲν ἔχουμε μέσα καὶ προστάτες. Οἱ γονεῖς μας εἶναι καπνεργάτες καὶ μεροκαματιάρηδες ποὺ δουλεύουν ὥρες ἀτελείωτες γιὰ νὰ μᾶς στείλουν στὸ σχολεῖο. bbox=[718, 523, 928, 591]
paragraph: Κι ὅμως οἱ ὑποστηρικτὲς τῆς ἐκκλησίας μιλοῦν ἀκόμα γιὰ ἀγάπη καὶ εὐσπλαχνία. Ὁ Γαλιλαῖος ἀναγκάστηκε νὰ ἀπαρνηθεῖ τὴν ἀλήθεια, ὁ Τζιορντάνο Μπροῦνο κάηκε στὴ Ρώμη, καὶ ἀμέτρητοι ἄλλοι χάθηκαν στὰ μπουντρούμια. bbox=[254, 784, 484, 852]
paragraph: Κερδοσκοπισμὸς καὶ Κοσμοσιωπή, Μῦρο Μποστιρλῆς καὶ Πρωθυπουργός. Ἀνθρώποις καὶ Καλόγεροι, Κουτσουρίτες μὲ Μπουλιόν· τόσα ὑπάρχουν ἀκόμα στὴν κατεστημένη τάξη ὅπου τὰ δικαιώματα τοῦ λαοῦ παραμερίζονται καὶ ἡ ἀλήθεια θάβεται κάτω ἀπὸ τὴ σιωπὴ τῶν ἐφημερίδων. bbox=[40, 592, 244, 683]
terror-article bbox=[936, 844, 1133, 1202]
article-body bbox=[254, 229, 484, 852]
column-2 bbox=[254, 86, 484, 1720]
notice-title: Σύντροφοι! bbox=[1360, 1833, 1438, 1848]
paragraph: Στὸ φύλλο τῆς «Νεολαίας» δημοσιεύσαμε ἀνταπόκριση ὅπου ἐκθέταμε τὴν ἄθλια μεταχείριση ποὺ ὑφίστανται οἱ φτωχοὶ μαθητὲς τοῦ Γυμνασίου ἀπὸ τὴ διεύθυνση καὶ τοὺς καθηγητές. Ἀμέσως ἄρχισε ἡ τρομοκρατία. bbox=[718, 661, 928, 729]
feuilleton-rule bbox=[40, 1720, 1560, 1723]
paragraph: Κι ὅμως οἱ ὑποστηρικτὲς τῆς ἐκκλησίας μιλοῦν ἀκόμα γιὰ ἀγάπη καὶ εὐσπλαχνία. Ὁ Γαλιλαῖος ἀναγκάστηκε νὰ ἀπαρνηθεῖ τὴν ἀλήθεια, ὁ Τζιορντάνο Μπροῦνο κάηκε στὴ Ρώμη, καὶ ἀμέτρητοι ἄλλοι χάθηκαν στὰ μπουντρούμια. bbox=[254, 356, 484, 424]
paragraph: Ὁ Νικόλαος Καραγιαννόπουλος ἦτο ἡλικίας 45 ἐτῶν καὶ ἡ σύζυγός του 40. Ἐζοῦσαν ἥσυχα εἰς τὸ κελλὶον τοῦ ναοῦ καὶ δὲν εἶχον ἐχθρούς. bbox=[1144, 434, 1344, 480]
paragraph: Ὁ λοχίας τὸν κοίταξε χωρὶς νὰ πεῖ τίποτα. Ὅλοι ἤξεραν πὼς εἶχε δίκιο, μὰ κανένας δὲν τολμοῦσε νὰ τὸ πεῖ δυνατά. bbox=[271, 1863, 491, 1897]
article-headline: ΚΑΙ ΤΩΝ ΣΥΝΕΡΓΑΤΩΝ ΤΟΥ ΓΙΑ ΤΙΣ ΚΑΤΑΧΡΗΣΕΙΣ ΤΟΥΣ bbox=[956, 570, 1540, 593]
paragraph: Ὁ λοχίας σηκώθηκε, κοίταξε πέρα ἀπ' τὸ χαράκωμα καὶ ξαναγύρισε στὴ θέση του. bbox=[1274, 1765, 1524, 1788]
paragraph: Καθημερινῶς χειροτερεύει ἡ θέση τῶν μεταλλωρύχων. Ἡ ἑταιρεία ζητάει ὅλο καὶ περισσότερη δουλειὰ μὲ λιγότερο μεροκάματο, ἐνῷ οἱ ὅροι ἀσφαλείας στὶς στοὲς εἶναι ἀνύπαρκτοι. bbox=[718, 1076, 928, 1133]
article-body bbox=[719, 889, 929, 1364]
paragraph: Στὸ τέλος ἐκλέχτηκε ἐπιτροπὴ ἀγῶνος ποὺ θὰ προχωρήσει στὴν ὑποβολὴ τῶν αἰτημάτων. Ἂν ἡ ἐργοδοσία ἀρνηθεῖ, οἱ ἐργάτες θὰ κηρύξουν ἀπεργία. bbox=[492, 1015, 702, 1061]
calendar-entry: 1873 : Καταδικάζονται ὁ Μπελικό ἐν ὁ Λάμπεργ σὲ δυὸ χρόνια φυλακή (δίκη ἐσχάτης προδοσίας). bbox=[40, 158, 244, 189]
paragraph: Καθημερινῶς χειροτερεύει ἡ θέση τῶν μεταλλωρύχων. Ἡ ἑταιρεία ζητάει ὅλο καὶ περισσότερη δουλειὰ μὲ λιγότερο μεροκάματο, ἐνῷ οἱ ὅροι ἀσφαλείας στὶς στοὲς εἶναι ἀνύπαρκτοι. bbox=[718, 1239, 928, 1296]
paragraph: Εἰς ἐνίσχυσιν τῆς Ἐργ. Βοηθείας προσέφεραν ἀρχ. 25 Παναγιώτης Μπιτζόβολος, γεωργός. bbox=[936, 890, 1133, 924]
paragraph: Ἐξηγοῦσε πάλι πῶς τὰ πυρομαχικὰ φτάνανε πάντα, μὰ τὸ ψωμὶ ποτέ. Τὸ μέτωπο χρειαζόταν πτώματα, ὄχι ἀνθρώπους. bbox=[749, 1896, 969, 1930]
paragraph: Ἡ ἱστορία τῆς Ἱερᾶς Ἐξέτασης εἶναι γεμάτη αἷμα. Ἀπὸ τὸ 1481 ὡς τὸ 1808 στὴν Ἰσπανία μόνο κάηκαν ζωντανοὶ πάνω ἀπὸ τριάντα χιλιάδες ἄνθρωποι, ἐνῷ ἑκατοντάδες χιλιάδες καταδικάστηκαν σὲ φυλακή, δήμευση καὶ ἐξορία. bbox=[254, 472, 484, 540]
paragraph: — Τὸ πρόσωπο τοῦ πρώτου ποὺ σκότωσες. bbox=[1005, 1814, 1211, 1826]
column-rule bbox=[248, 86, 249, 1720]
paragraph: — Κάτσετε καλύτερα τώρα ὅλους, γιατὶ κανεὶς μὲ ξέρει τί θὰ γίνει αὔριο. bbox=[993, 1728, 1253, 1751]
paragraph: Ἡ τρομοκρατία δὲν θὰ μᾶς λυγίσει. Θὰ συνεχίσουμε νὰ γράφουμε στὴ «Νεολαία» τὴν ἀλήθεια γιὰ τὰ σχολεῖα καὶ τὴ ζωὴ τῶν φτωχῶν μαθητῶν. bbox=[492, 500, 702, 546]
paragraph: Ὁ κ. Ταυταλίδης κατηγορεῖται διὰ καταχρήσεις καὶ παράνομον διαχείρισιν δημοσίου χρήματος. Ὁ συνήγορος τῆς ὑπερασπίσεως ζήτησε ἀναβολή, τὴν ὁποίαν τὸ Δικαστήριο ἀπέρριψε. bbox=[1144, 600, 1344, 657]
paragraph: Τὸ ἐργατικὸ Κέντρο Λαυρίου ἀπευθύνει ἔκκληση σὲ ὅλους τοὺς ἐργάτες νὰ ὀργανωθοῦν καὶ νὰ παλέψουν ἑνωμένοι γιὰ τὰ αἰτήματά τους: αὔξηση τῶν ἡμερομισθίων, ὀκτάωρο καὶ μέτρα ἀσφαλείας. bbox=[718, 1297, 928, 1365]
paragraph: — Μερικὰ πράγματα δὲν τὰ ξεχνᾶς ποτέ, εἶπε ἀργὰ ὁ λοχίας. bbox=[993, 1876, 1253, 1899]
paragraph: Κερδοσκοπισμὸς καὶ Κοσμοσιωπή, Μῦρο Μποστιρλῆς καὶ Πρωθυπουργός. Ἀνθρώποις καὶ Καλόγεροι, Κουτσουρίτες μὲ Μπουλιόν· τόσα ὑπάρχουν ἀκόμα στὴν κατεστημένη τάξη ὅπου τὰ δικαιώματα τοῦ λαοῦ παραμερίζονται καὶ ἡ ἀλήθεια θάβεται κάτω ἀπὸ τὴ σιωπὴ τῶν ἐφημερίδων. bbox=[40, 246, 244, 337]
paragraph: Οἱ ἐργάτες ἐξέθεσαν τὰ παράπονά τους γιὰ τὰ χαμηλὰ ἡμερομίσθια καὶ τὶς ἐξαντλητικὲς ὧρες δουλειᾶς, καὶ ἀποφάσισαν νὰ διατυπώσουν ὑπόμνημα μὲ τὰ αἰτήματά τους. bbox=[492, 1120, 702, 1177]
paragraph: Ὁ κ. Ταυταλίδης κατηγορεῖται διὰ καταχρήσεις καὶ παράνομον διαχείρισιν δημοσίου χρήματος. Ὁ συνήγορος τῆς ὑπερασπίσεως ζήτησε ἀναβολή, τὴν ὁποίαν τὸ Δικαστήριο ἀπέρριψε. bbox=[936, 658, 1136, 715]
divider bbox=[1150, 1059, 1347, 1060]
paragraph: Ὁ Νικόλαος Καραγιαννόπουλος ἦτο ἡλικίας 45 ἐτῶν καὶ ἡ σύζυγός του 40. Ἐζοῦσαν ἥσυχα εἰς τὸ κελλὶον τοῦ ναοῦ καὶ δὲν εἶχον ἐχθρούς. bbox=[936, 305, 1136, 350]
feuilleton-title-box bbox=[520, 1734, 964, 1817]
article-headline: ΠΩΣ ΓΙΝΟΝΤΑΙ ΟΙ ΚΛΗΡΟΝΟΜΟΙ ΔΕΝΑΡΙΩΝ bbox=[270, 875, 468, 901]
notice-title: Προσεχῶς κυκλοφορεῖ τὸ 3ον φύλλο τοῦ bbox=[280, 1288, 458, 1312]
notice-box bbox=[254, 1289, 484, 1391]
feuilleton-column bbox=[1274, 1728, 1524, 2223]
paragraph: Στὸ φύλλο τῆς «Νεολαίας» δημοσιεύσαμε ἀνταπόκριση ὅπου ἐκθέταμε τὴν ἄθλια μεταχείριση ποὺ ὑφίστανται οἱ φτωχοὶ μαθητὲς τοῦ Γυμνασίου ἀπὸ τὴ διεύθυνση καὶ τοὺς καθηγητές. Ἀμέσως ἄρχισε ἡ τρομοκρατία. bbox=[492, 547, 702, 615]
paragraph: Ὅπως λέει ὁ συντάκτης τοῦ ἄρθρου, οἱ δικαστὲς θὰ χρειαστοῦν χρόνια γιὰ νὰ ξεκαθαρίσουν τὴν ὑπόθεση, ἐνῷ οἱ δικηγόροι θὰ κερδίσουν περισσότερα ἀπ' ὅλους. bbox=[254, 1014, 484, 1059]
divider bbox=[254, 871, 484, 872]
column-rule bbox=[982, 1728, 983, 2223]
paragraph: Οἱ μαθητὲς ὅμως δὲν φοβοῦνται. Ὀργανωμένοι στὴν Ὁμοσπονδία τους θὰ ἀντισταθοῦν σὲ κάθε ἀπόπειρα τρομοκρατίας καὶ θὰ ζητήσουν νὰ σταματήσουν οἱ ἀτιμίες τῶν ὀργάνων τῆς «τάξεως». bbox=[492, 431, 702, 499]
paragraph: — Θὰ ἀρχίσει ἄλλος. Ὡς ποὺ νὰ καταλάβουμε. bbox=[749, 1872, 969, 1895]
divider bbox=[40, 219, 244, 220]
paragraph: Σωπάσανε. Ἀπ' ἔξω ἀκουγόταν τὸ πυροβολικὸ ποὺ δὲν σταματοῦσε οὔτε στιγμή. bbox=[993, 1752, 1253, 1775]
trial-article bbox=[936, 601, 1560, 831]
paragraph: Ἡ φωτιὰ ἔκαιγε ὁλόκληρη τὴ νύχτα καὶ ἀπὸ τὸ χαράκωμα ἔβλεπες τὸν οὐρανὸ κόκκινο σὰν αἷμα. Κανένας δὲν μιλοῦσε. bbox=[40, 1728, 250, 1762]
paragraph: Ἐξηγοῦσε πάλι πῶς τὰ πυρομαχικὰ φτάνανε πάντα, μὰ τὸ ψωμὶ ποτέ. Τὸ μέτωπο χρειαζόταν πτώματα, ὄχι ἀνθρώπους. bbox=[749, 1823, 969, 1857]
notice-name: «ΥΠΑΛΛΗΛΟΥ» bbox=[303, 1313, 435, 1329]
theatre-article bbox=[1150, 844, 1347, 1202]
paragraph: Ἡ ἑπομένη συνεδρίασις ὡρίσθη διὰ τὴν 9 π. μ. τοῦ Σαββάτου. bbox=[1352, 717, 1552, 740]
lower-news bbox=[936, 844, 1560, 1202]
paragraph: Τὸ ἐργατικὸ Κέντρο Λαυρίου ἀπευθύνει ἔκκληση σὲ ὅλους τοὺς ἐργάτες νὰ ὀργανωθοῦν καὶ νὰ παλέψουν ἑνωμένοι γιὰ τὰ αἰτήματά τους: αὔξηση τῶν ἡμερομισθίων, ὀκτάωρο καὶ μέτρα ἀσφαλείας. bbox=[718, 1134, 928, 1202]
page-number: 3 bbox=[1548, 60, 1560, 79]
calendar-title: ΗΜΕΡΟΛΟΓΙΟ bbox=[40, 86, 244, 108]
article-body bbox=[1150, 893, 1347, 1056]
notice-body: Ἐνισχύστε τὸν ἔρανο γιὰ τὸ τριπλασιασμὸ τῆς κυκλοφορίας τοῦ «Ριζοσπάστη» bbox=[1278, 1847, 1520, 1871]
paragraph: Ἡ συνέλευση τοῦ Ὁμίλου ἀποφάσισε νὰ ἐνισχύσει τὴν Ἐργατικὴ Βοήθεια καὶ καλεῖ ὅλους τοὺς ἐργάτες τῆς συνοικίας νὰ προσέλθουν στὴν ἐπόμενη συγκέντρωση. bbox=[936, 1041, 1133, 1098]
paragraph: Εἶναι γνωστὸ πὼς ἡ ἐλευθερία ποὺ διαλαλοῦν οἱ κύριοι τῆς ἀστικῆς τάξης εἶναι ἡ ἐλευθερία τοῦ κέρδους καὶ τῆς ἐκμετάλλευσης. Ὁ ἐργάτης ὅμως ξέρει πιὰ νὰ ξεχωρίζει τὸ ψέμα ἀπὸ τὴν ἀλήθεια καὶ νὰ ζητάει τὸ δίκιο του μὲ τὴν ὀργάνωση καὶ τὸν ἀγώνα. bbox=[40, 684, 244, 763]
article-headline: Η ΘΕΣΗ ΤΩΝ ΜΕΤΑΛΛΟΡΥΧΩΝ ΛΑΥΡΙΟΥ ΚΑΙ Τ' ΚΑΘΗΚΟΝΤΑ ΤΟΥΣ bbox=[727, 836, 920, 881]
paragraph: Ἡ ἐπιστήμη ὅμως προχώρησε παρ' ὅλα αὐτά. Καὶ σήμερα τὸ φῶς τῆς γνώσης διαλύει τὰ σκοτάδια ποὺ ἔστρωσαν αἰῶνες θρησκευτικῆς τυραννίας. bbox=[254, 668, 484, 714]
paragraph: Στὶς 17 τρέχοντος ἔγινε συνέλευση τῶν Κεραμοποιῶν «Ἀλλατίνη». Σ' αὐτὴν παρευρέθη καὶ ἀντιπρόσωπος τῆς ΒΕΟ, ὁ ὁποῖος εἶπε στοὺς ἐργάτες νὰ ὀργανωθοῦν στὸ Σωματεῖο τους. bbox=[492, 899, 702, 956]
paragraph: Ἀνταποκριτὴ Θεσσαλονίκης. Πήραμε τὸ γράμμα σου. Ἔχεις δίκαιο γιὰ τὸ ζήτημα ποὺ μᾶς γράφεις. Θὰ τὸ δημοσιεύσουμε. bbox=[936, 1119, 1133, 1165]
paragraph: Τὰ σχολεῖα, οἱ ἐκκλησίες καὶ οἱ ἐφημερίδες τους δουλεύουν ὅλα γιὰ τὸν ἴδιο σκοπό: νὰ κρατήσουν τὶς μάζες στὸ σκοτάδι. Μὰ ἡ πραγματικότητα εἶναι πιὸ δυνατὴ ἀπὸ κάθε προπαγάνδα καὶ ἡ πείνα δὲν ξεγελιέται μὲ λόγια. bbox=[40, 488, 244, 556]
lower-articles bbox=[492, 837, 928, 1366]
article-subhead: ΟΙ ΑΤΙΜΙΕΣ ΤΩΝ ΟΡΓΑΝΩΝ ΤΗΣ "ΤΑΞΕΩΣ" bbox=[549, 179, 871, 196]
paragraph: Τὰ σχολεῖα, οἱ ἐκκλησίες καὶ οἱ ἐφημερίδες τους δουλεύουν ὅλα γιὰ τὸν ἴδιο σκοπό: νὰ κρατήσουν τὶς μάζες στὸ σκοτάδι. Μὰ ἡ πραγματικότητα εἶναι πιὸ δυνατὴ ἀπὸ κάθε προπαγάνδα καὶ ἡ πείνα δὲν ξεγελιέται μὲ λόγια. bbox=[40, 834, 244, 902]
paragraph: Συνελήφθησαν οἱ Λεωνίδας Γεωργίου, ἐργάτης ἐτῶν 35, καὶ ὁ Θεόδωρος Μελάς, διότι εἶχον κλέψει τρία καρβέλια ψωμὶ ἀπὸ ἀρτοποιεῖον τῆς ὁδοῦ Σωκράτους. bbox=[1363, 994, 1560, 1051]
paragraph: Ὁ Μάιερ χαμήλωσε τὸ κεφάλι. Δὲν ἤθελε νὰ θυμᾶται. Μὰ ἡ μνήμη δὲν σὲ ρωτάει. bbox=[1274, 1728, 1524, 1751]
article-headline: ΕΡΓΑΤΙΚΗ ΒΟΗΘΕΙΑ ΠΕΙΡΑΙΩΣ bbox=[968, 944, 1101, 973]
paragraph: Στὸ φύλλο τῆς «Νεολαίας» δημοσιεύσαμε ἀνταπόκριση ὅπου ἐκθέταμε τὴν ἄθλια μεταχείριση ποὺ ὑφίστανται οἱ φτωχοὶ μαθητὲς τοῦ Γυμνασίου ἀπὸ τὴ διεύθυνση καὶ τοὺς καθηγητές. Ἀμέσως ἄρχισε ἡ τρομοκρατία. bbox=[492, 223, 702, 291]
paragraph: Μιὰ μέρα ὁ λαὸς θὰ λογαριαστεῖ μὲ ὅλους αὐτούς. Τότε οἱ πινελιὲς θὰ γίνουν κόκκινες γιὰ τὰ καλά. bbox=[40, 557, 244, 591]
paragraph: Γιατὶ ἐμεῖς ἐδῶ, ὅπως ὅλοι οἱ νέοι τῆς ἐργατιᾶς, δὲν ἔχουμε μέσα καὶ προστάτες. Οἱ γονεῖς μας εἶναι καπνεργάτες καὶ μεροκαματιάρηδες ποὺ δουλεύουν ὥρες ἀτελείωτες γιὰ νὰ μᾶς στείλουν στὸ σχολεῖο. bbox=[718, 199, 928, 267]
divider bbox=[40, 1332, 244, 1333]
paragraph: — Αὐτοὶ ποὺ κάθονται στὰ γραφεῖα καὶ μετρᾶνε τὰ κέρδη τους, ἀπάντησε ὁ γέρος. bbox=[512, 1883, 732, 1906]
